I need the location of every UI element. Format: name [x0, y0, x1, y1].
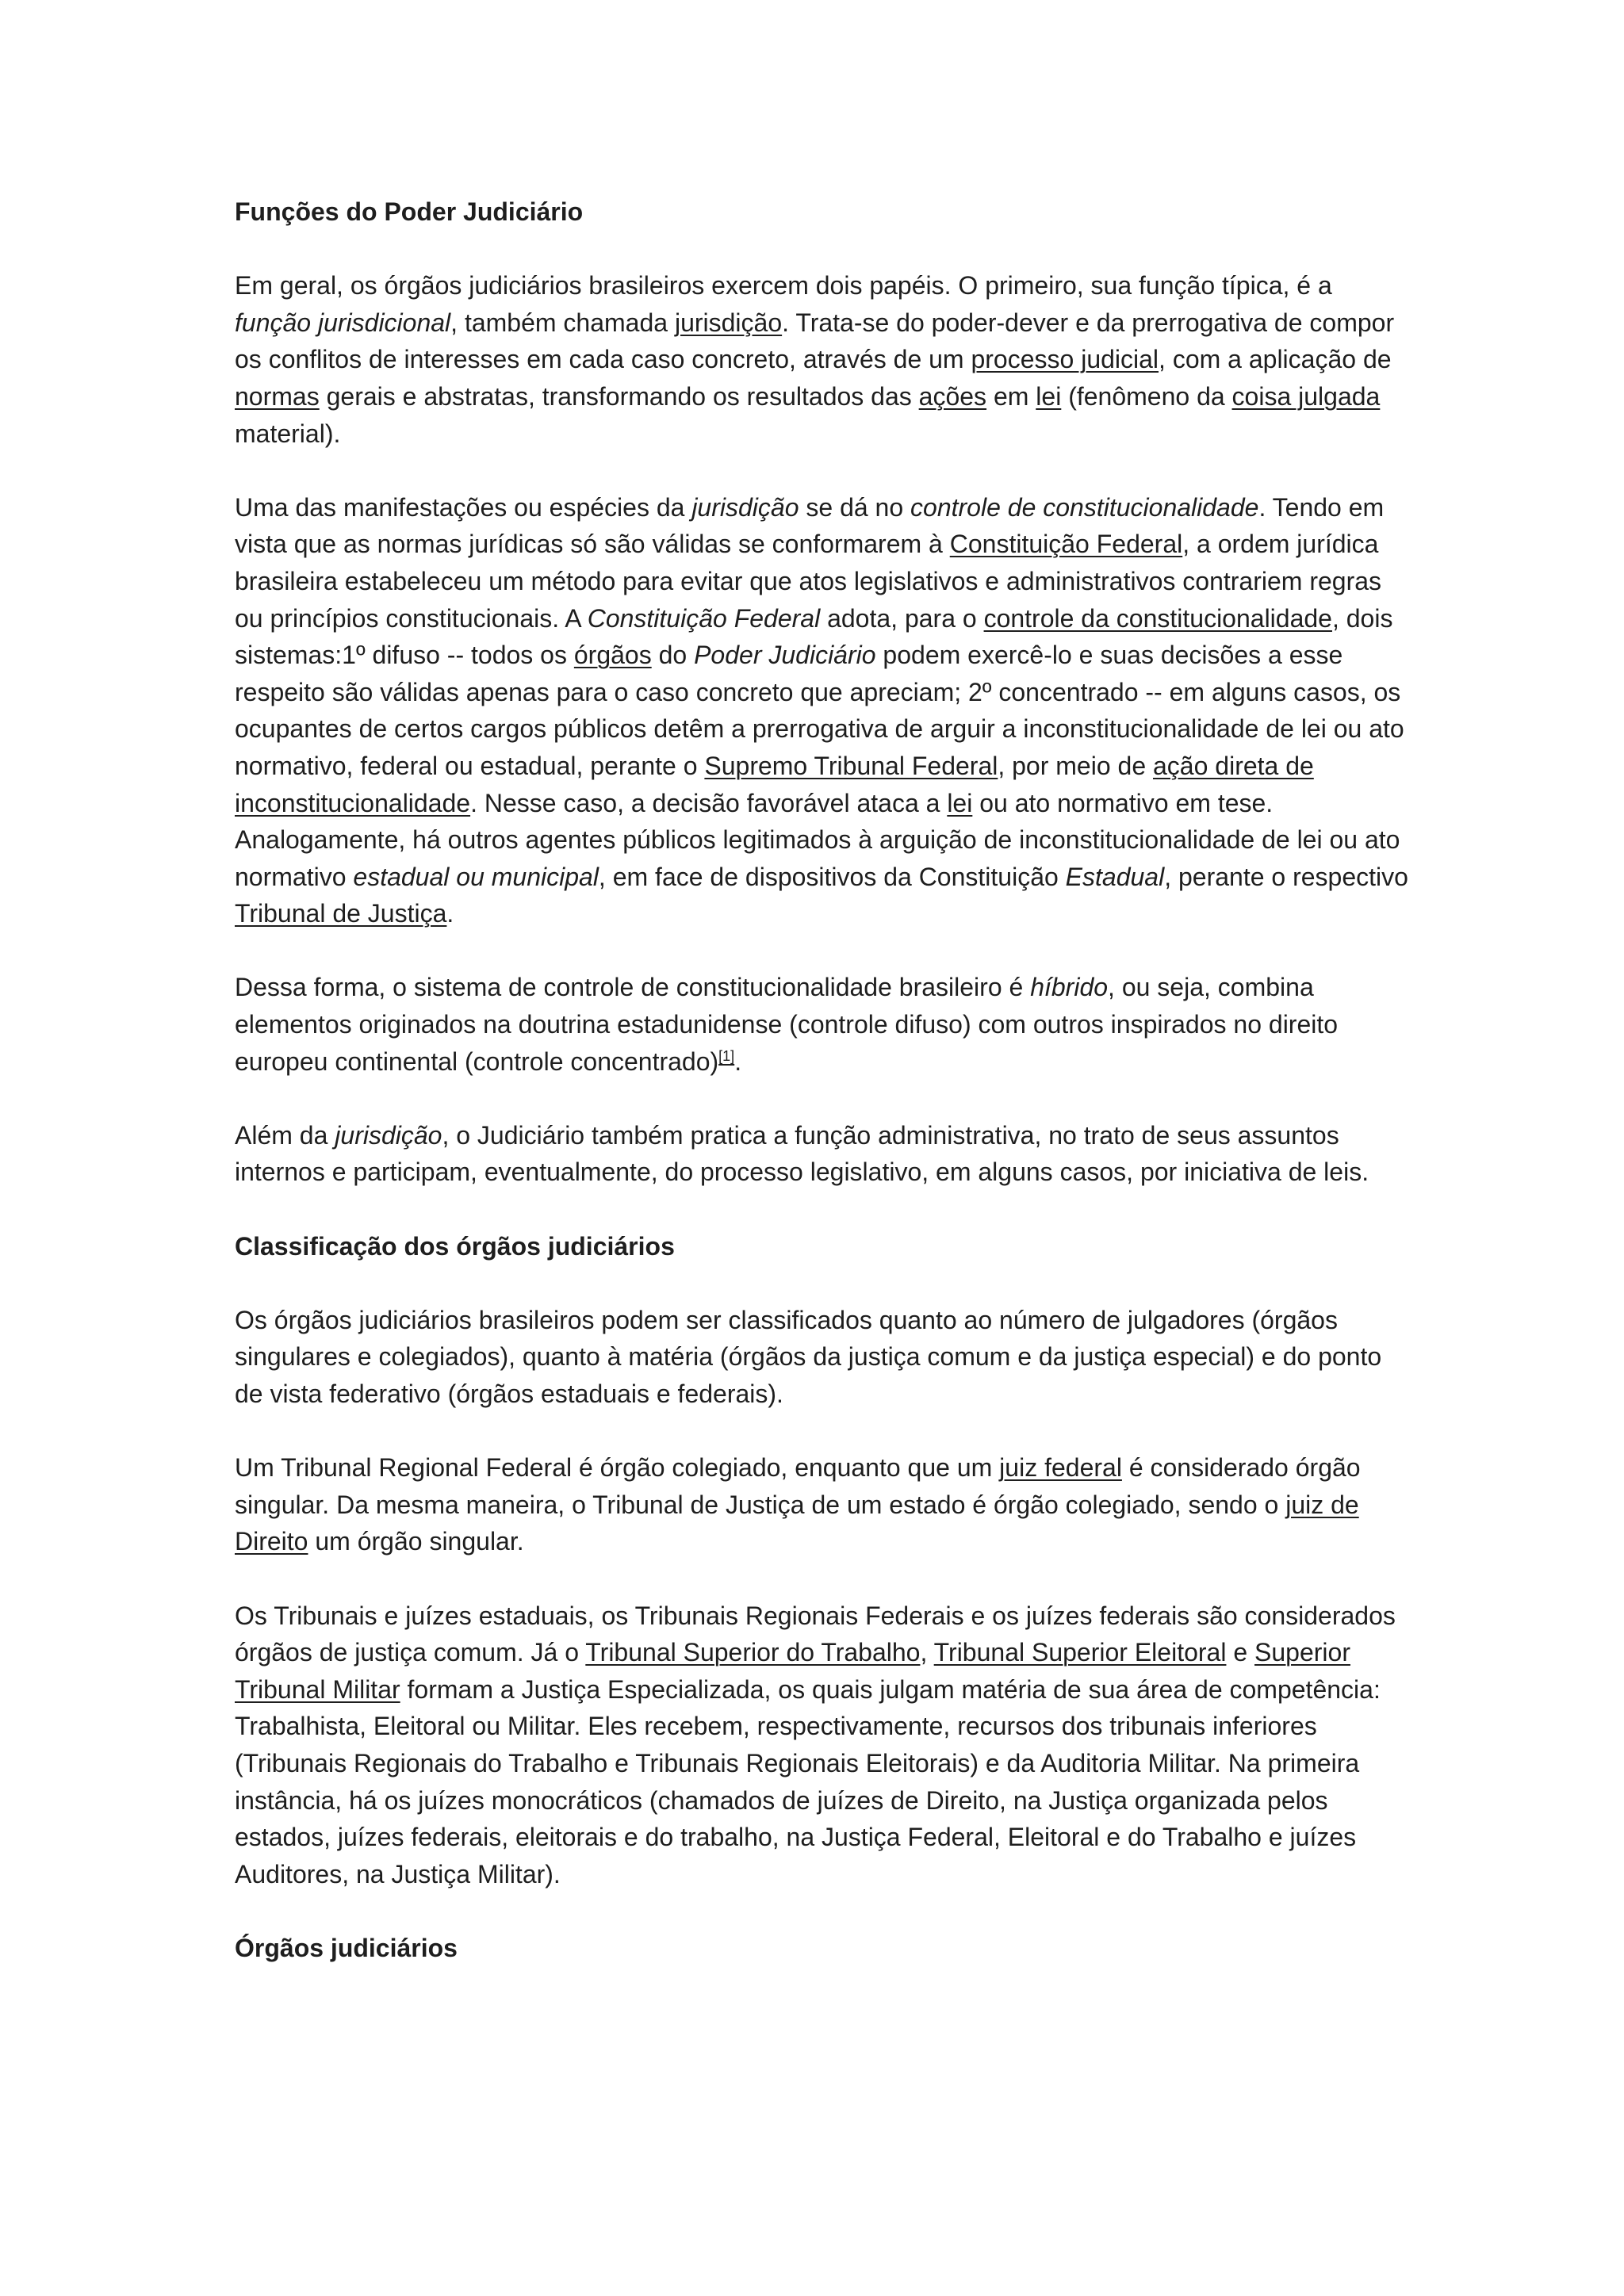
heading-classificacao: Classificação dos órgãos judiciários	[235, 1231, 675, 1261]
text: adota, para o	[820, 603, 984, 633]
paragraph-hibrido	[235, 969, 1408, 1080]
footnote-link[interactable]: [1]	[718, 1047, 735, 1064]
text: , por meio de	[998, 751, 1153, 780]
link-stm[interactable]: Superior Tribunal Militar	[235, 1638, 1350, 1704]
link-tse[interactable]: Tribunal Superior Eleitoral	[933, 1638, 1227, 1667]
link-tribunal-de-justica[interactable]: Tribunal de Justiça	[235, 899, 447, 928]
text: , dois sistemas:1º difuso -- todos os	[235, 603, 1393, 670]
link-processo-judicial[interactable]: processo judicial	[971, 345, 1159, 374]
link-tst[interactable]: Tribunal Superior do Trabalho	[585, 1638, 921, 1667]
text: material).	[235, 419, 341, 448]
text: .	[734, 1047, 742, 1076]
text: . Tendo em vista que as normas jurídicas só são válidas se conformarem à	[235, 492, 1385, 559]
link-supremo-tribunal-federal[interactable]: Supremo Tribunal Federal	[704, 751, 998, 780]
text: , perante o respectivo	[1164, 862, 1408, 891]
text: do	[651, 641, 695, 670]
text: Além da	[235, 1120, 335, 1150]
text: se dá no	[799, 492, 911, 522]
text: Em geral, os órgãos judiciários brasileiros exercem dois papéis. O primeiro, sua função típica, é a	[235, 271, 1332, 300]
text: . Nesse caso, a decisão favorável ataca a	[470, 788, 948, 817]
link-acoes[interactable]: ações	[918, 381, 987, 411]
text: ,	[920, 1638, 934, 1667]
text: formam a Justiça Especializada, os quais julgam matéria de sua área de competência: Trabalhista, Eleitoral ou Militar. Eles recebem, respectivamente, recursos dos tribunais inferiores (Tribunais Regionais do Trabalho e Tribunais Regionais Eleitorais) e da Auditoria Militar. Na primeira instância, há os juízes monocráticos (chamados de juízes de Direito, na Justiça organizada pelos estados, juízes federais, eleitorais e do trabalho, na Justiça Federal, Eleitoral e do Trabalho e juízes Auditores, na Justiça Militar).	[235, 1674, 1381, 1888]
text: Dessa forma, o sistema de controle de constitucionalidade brasileiro é	[235, 973, 1031, 1002]
link-juiz-de-direito[interactable]: juiz de Direito	[235, 1490, 1359, 1556]
text: , a ordem jurídica brasileira estabeleceu um método para evitar que atos legislativos e administrativos contrariem regras ou princípios constitucionais. A	[235, 530, 1382, 633]
paragraph-funcoes	[235, 267, 1408, 452]
link-coisa-julgada[interactable]: coisa julgada	[1231, 381, 1381, 411]
paragraph-administrativa	[235, 1117, 1408, 1191]
text: ou ato normativo em tese. Analogamente, há outros agentes públicos legitimados à arguição de inconstitucionalidade de lei ou ato normativo	[235, 788, 1400, 891]
paragraph-controle	[235, 489, 1408, 932]
heading-orgaos: Órgãos judiciários	[235, 1933, 458, 1962]
text: é considerado órgão singular. Da mesma maneira, o Tribunal de Justiça de um estado é órgão colegiado, sendo o	[235, 1453, 1361, 1519]
text: Uma das manifestações ou espécies da	[235, 492, 692, 522]
text: , com a aplicação de	[1159, 345, 1392, 374]
text: e	[1226, 1638, 1255, 1667]
text: um órgão singular.	[308, 1527, 524, 1556]
text: Os Tribunais e juízes estaduais, os Tribunais Regionais Federais e os juízes federais são considerados órgãos de justiça comum. Já o	[235, 1601, 1396, 1667]
italic-text: jurisdição	[335, 1120, 442, 1150]
text: , ou seja, combina elementos originados na doutrina estadunidense (controle difuso) com outros inspirados no direito europeu continental (controle concentrado)	[235, 973, 1339, 1076]
italic-text: função jurisdicional	[235, 308, 451, 337]
link-acao-direta[interactable]: ação direta de inconstitucionalidade	[235, 751, 1314, 817]
paragraph-justica-comum	[235, 1598, 1408, 1893]
document-page	[235, 193, 1408, 2003]
link-controle-constitucionalidade[interactable]: controle da constitucionalidade	[983, 603, 1332, 633]
text: . Trata-se do poder-dever e da prerrogativa de compor os conflitos de interesses em cada caso concreto, através de um	[235, 308, 1395, 374]
text: em	[986, 381, 1036, 411]
link-normas[interactable]: normas	[235, 381, 320, 411]
text: podem exercê-lo e suas decisões a esse respeito são válidas apenas para o caso concreto que apreciam; 2º concentrado -- em alguns casos, os ocupantes de certos cargos públicos detêm a prerrogativa de arguir a inconstitucionalidade de lei ou ato normativo, federal ou estadual, perante o	[235, 641, 1404, 780]
text: gerais e abstratas, transformando os resultados das	[319, 381, 919, 411]
italic-text: Estadual	[1065, 862, 1165, 891]
italic-text: Constituição Federal	[587, 603, 821, 633]
text: .	[446, 899, 454, 928]
link-lei-2[interactable]: lei	[947, 788, 973, 817]
link-constituicao-federal[interactable]: Constituição Federal	[949, 530, 1183, 559]
italic-text: controle de constitucionalidade	[910, 492, 1259, 522]
italic-text: Poder Judiciário	[694, 641, 876, 670]
paragraph-colegiado	[235, 1449, 1408, 1560]
link-orgaos[interactable]: órgãos	[573, 641, 652, 670]
paragraph-classificacao: Os órgãos judiciários brasileiros podem ser classificados quanto ao número de julgadores (órgãos singulares e colegiados), quanto à matéria (órgãos da justiça comum e da justiça especial) e do ponto de vista federativo (órgãos estaduais e federais).	[235, 1305, 1382, 1408]
link-jurisdicao[interactable]: jurisdição	[674, 308, 783, 337]
text: , o Judiciário também pratica a função administrativa, no trato de seus assuntos internos e participam, eventualmente, do processo legislativo, em alguns casos, por iniciativa de leis.	[235, 1120, 1369, 1187]
text: Um Tribunal Regional Federal é órgão colegiado, enquanto que um	[235, 1453, 1000, 1483]
text: , também chamada	[450, 308, 675, 337]
link-lei[interactable]: lei	[1036, 381, 1062, 411]
text: , em face de dispositivos da Constituição	[598, 862, 1066, 891]
link-juiz-federal[interactable]: juiz federal	[999, 1453, 1122, 1483]
italic-text: híbrido	[1030, 973, 1109, 1002]
text: (fenômeno da	[1061, 381, 1232, 411]
heading-funcoes: Funções do Poder Judiciário	[235, 197, 584, 226]
italic-text: estadual ou municipal	[353, 862, 599, 891]
italic-text: jurisdição	[691, 492, 799, 522]
